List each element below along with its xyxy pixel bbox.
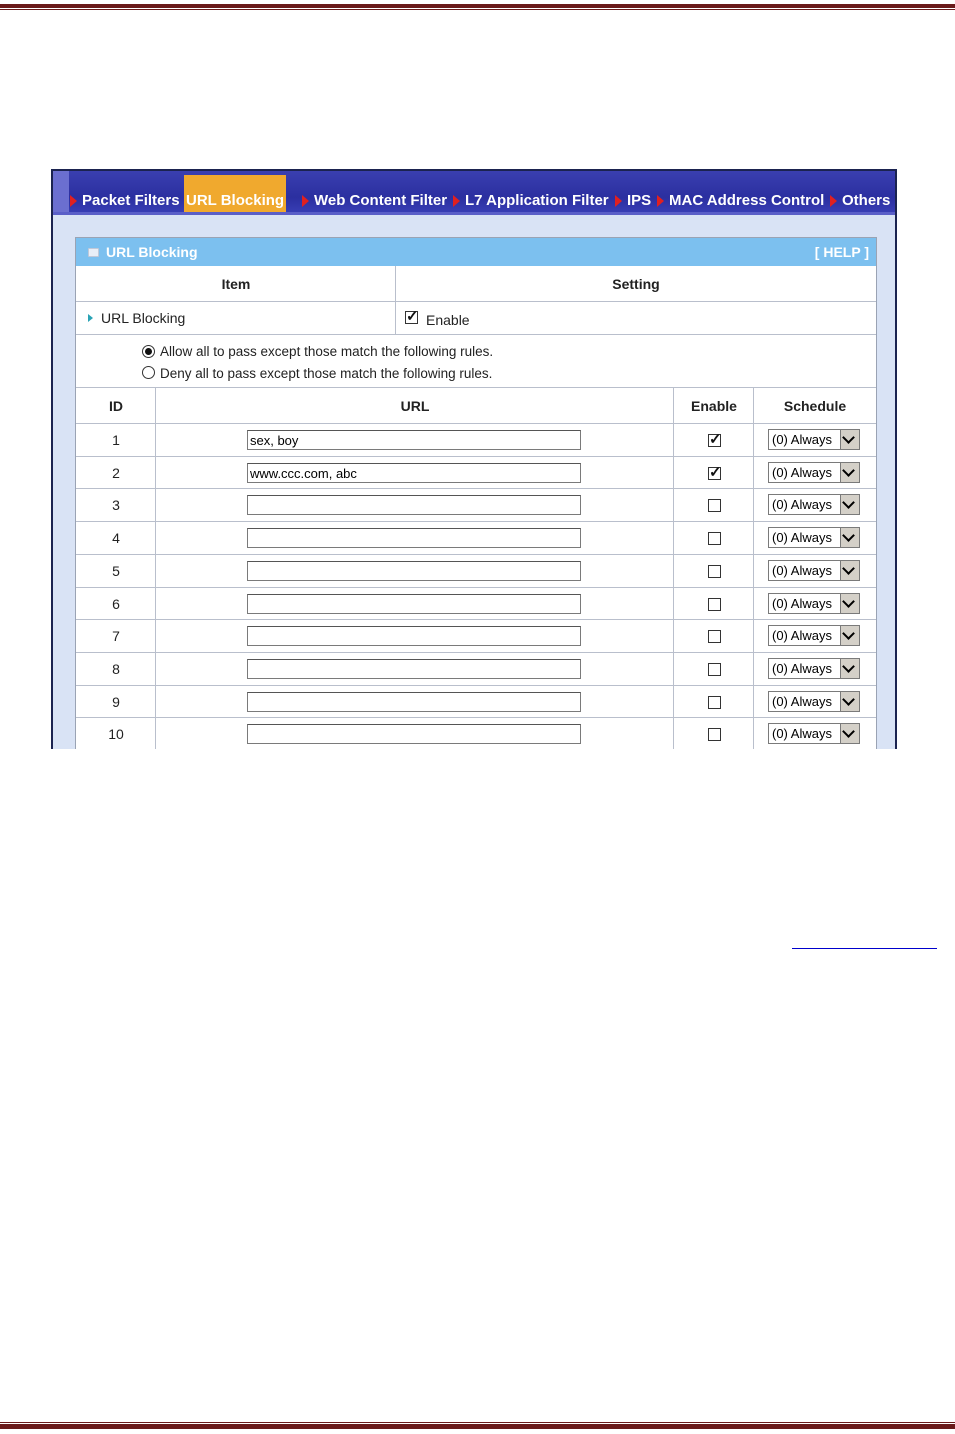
schedule-select[interactable] bbox=[768, 593, 860, 614]
url-input[interactable] bbox=[247, 463, 581, 483]
allow-all-radio[interactable] bbox=[142, 345, 155, 358]
url-blocking-enable-checkbox[interactable] bbox=[405, 311, 418, 324]
chevron-down-icon[interactable] bbox=[840, 430, 859, 449]
tab-arrow-icon bbox=[453, 195, 460, 207]
page-footer-rule-thin bbox=[0, 1422, 955, 1423]
page-header-rule-thin bbox=[0, 9, 955, 10]
row-id: 8 bbox=[112, 661, 120, 677]
panel-icon bbox=[88, 248, 99, 257]
row-enable-checkbox[interactable] bbox=[708, 696, 721, 709]
tab-web-content-filter[interactable]: Web Content Filter bbox=[302, 189, 447, 212]
row-id: 9 bbox=[112, 694, 120, 710]
divider bbox=[76, 488, 876, 489]
column-header-url: URL bbox=[400, 397, 430, 414]
schedule-select[interactable] bbox=[768, 494, 860, 515]
schedule-select-value: (0) Always bbox=[772, 661, 832, 676]
panel-title: URL Blocking bbox=[106, 244, 198, 260]
deny-all-label: Deny all to pass except those match the following rules. bbox=[160, 366, 493, 381]
tab-packet-filters[interactable]: Packet Filters bbox=[70, 189, 180, 212]
schedule-select[interactable] bbox=[768, 429, 860, 450]
divider bbox=[76, 334, 876, 335]
schedule-select[interactable] bbox=[768, 527, 860, 548]
divider bbox=[76, 619, 876, 620]
schedule-select[interactable] bbox=[768, 723, 860, 744]
schedule-select-value: (0) Always bbox=[772, 596, 832, 611]
schedule-select-value: (0) Always bbox=[772, 497, 832, 512]
divider bbox=[76, 301, 876, 302]
row-enable-checkbox[interactable] bbox=[708, 499, 721, 512]
row-id: 3 bbox=[112, 497, 120, 513]
row-id: 1 bbox=[112, 432, 120, 448]
divider bbox=[76, 423, 876, 424]
chevron-down-icon[interactable] bbox=[840, 495, 859, 514]
divider bbox=[76, 587, 876, 588]
url-input[interactable] bbox=[247, 626, 581, 646]
chevron-down-icon[interactable] bbox=[840, 594, 859, 613]
row-id: 6 bbox=[112, 596, 120, 612]
chevron-down-icon[interactable] bbox=[840, 561, 859, 580]
url-input[interactable] bbox=[247, 724, 581, 744]
chevron-down-icon[interactable] bbox=[840, 724, 859, 743]
schedule-select[interactable] bbox=[768, 462, 860, 483]
url-input[interactable] bbox=[247, 692, 581, 712]
column-header-id: ID bbox=[109, 397, 123, 414]
bullet-arrow-icon bbox=[88, 314, 93, 322]
schedule-select-value: (0) Always bbox=[772, 628, 832, 643]
schedule-select[interactable] bbox=[768, 625, 860, 646]
row-enable-checkbox[interactable] bbox=[708, 467, 721, 480]
row-enable-checkbox[interactable] bbox=[708, 728, 721, 741]
schedule-select-value: (0) Always bbox=[772, 694, 832, 709]
tab-mac-address-control[interactable]: MAC Address Control bbox=[657, 189, 824, 212]
tab-arrow-icon bbox=[615, 195, 622, 207]
divider bbox=[76, 717, 876, 718]
row-enable-checkbox[interactable] bbox=[708, 565, 721, 578]
divider bbox=[753, 388, 754, 749]
hyperlink-underline[interactable] bbox=[792, 948, 937, 949]
row-enable-checkbox[interactable] bbox=[708, 663, 721, 676]
url-blocking-enable-label: Enable bbox=[426, 312, 470, 328]
panel-header bbox=[76, 238, 876, 266]
row-enable-checkbox[interactable] bbox=[708, 598, 721, 611]
column-header-schedule: Schedule bbox=[783, 397, 847, 414]
url-blocking-item-label: URL Blocking bbox=[88, 302, 185, 334]
chevron-down-icon[interactable] bbox=[840, 692, 859, 711]
chevron-down-icon[interactable] bbox=[840, 463, 859, 482]
chevron-down-icon[interactable] bbox=[840, 626, 859, 645]
row-enable-checkbox[interactable] bbox=[708, 630, 721, 643]
deny-all-radio[interactable] bbox=[142, 366, 155, 379]
url-input[interactable] bbox=[247, 659, 581, 679]
column-header-enable: Enable bbox=[691, 397, 737, 414]
row-id: 7 bbox=[112, 628, 120, 644]
router-ui-screenshot bbox=[51, 169, 897, 749]
divider bbox=[76, 456, 876, 457]
column-header-item: Item bbox=[221, 275, 251, 292]
schedule-select-value: (0) Always bbox=[772, 465, 832, 480]
divider bbox=[76, 685, 876, 686]
url-blocking-panel bbox=[75, 237, 877, 749]
schedule-select-value: (0) Always bbox=[772, 726, 832, 741]
allow-all-label: Allow all to pass except those match the following rules. bbox=[160, 344, 494, 359]
url-input[interactable] bbox=[247, 495, 581, 515]
divider bbox=[76, 521, 876, 522]
tab-arrow-icon bbox=[657, 195, 664, 207]
tab-url-blocking[interactable]: URL Blocking bbox=[184, 175, 286, 212]
tab-bar-bottom-line bbox=[53, 212, 895, 215]
divider bbox=[76, 554, 876, 555]
tab-others[interactable]: Others bbox=[830, 189, 890, 212]
row-enable-checkbox[interactable] bbox=[708, 532, 721, 545]
row-enable-checkbox[interactable] bbox=[708, 434, 721, 447]
tab-arrow-icon bbox=[70, 195, 77, 207]
url-input[interactable] bbox=[247, 430, 581, 450]
chevron-down-icon[interactable] bbox=[840, 528, 859, 547]
column-header-setting: Setting bbox=[612, 275, 660, 292]
tab-bar-left-edge bbox=[53, 171, 69, 215]
tab-ips[interactable]: IPS bbox=[615, 189, 651, 212]
url-input[interactable] bbox=[247, 528, 581, 548]
tab-l7-application-filter[interactable]: L7 Application Filter bbox=[453, 189, 609, 212]
schedule-select-value: (0) Always bbox=[772, 563, 832, 578]
schedule-select[interactable] bbox=[768, 560, 860, 581]
schedule-select-value: (0) Always bbox=[772, 432, 832, 447]
schedule-select[interactable] bbox=[768, 691, 860, 712]
tab-arrow-icon bbox=[302, 195, 309, 207]
chevron-down-icon[interactable] bbox=[840, 659, 859, 678]
divider bbox=[76, 652, 876, 653]
page-footer-rule bbox=[0, 1424, 955, 1429]
row-id: 2 bbox=[112, 465, 120, 481]
row-id: 5 bbox=[112, 563, 120, 579]
divider bbox=[673, 388, 674, 749]
help-link[interactable]: [ HELP ] bbox=[814, 244, 869, 260]
schedule-select[interactable] bbox=[768, 658, 860, 679]
schedule-select-value: (0) Always bbox=[772, 530, 832, 545]
row-id: 10 bbox=[108, 726, 124, 742]
url-input[interactable] bbox=[247, 561, 581, 581]
divider bbox=[395, 266, 396, 334]
row-id: 4 bbox=[112, 530, 120, 546]
page-header-rule bbox=[0, 4, 955, 8]
tab-arrow-icon bbox=[830, 195, 837, 207]
tab-bar bbox=[53, 171, 895, 215]
url-input[interactable] bbox=[247, 594, 581, 614]
